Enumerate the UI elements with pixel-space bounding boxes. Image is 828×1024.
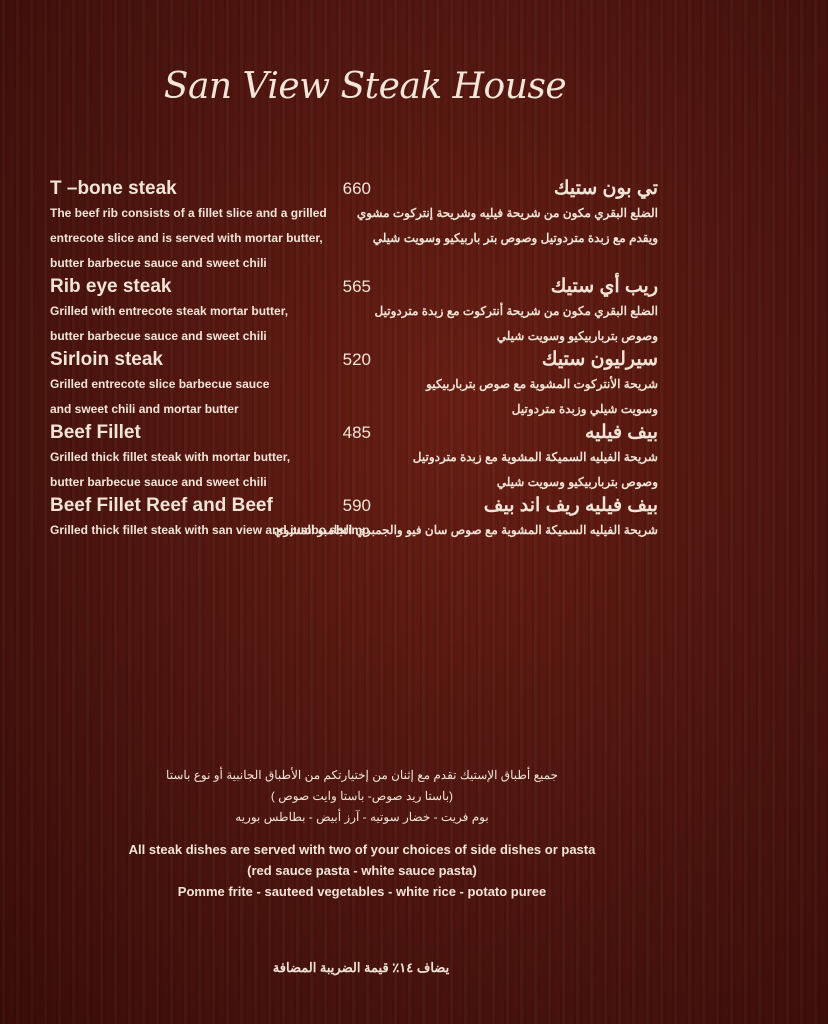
item-name-ar: ريب أي ستيك — [550, 276, 658, 297]
note-en-line: Pomme frite - sauteed vegetables - white rice - potato puree — [177, 884, 547, 899]
item-description-line — [50, 226, 658, 251]
item-description-line — [50, 445, 658, 470]
item-description-line — [50, 201, 658, 226]
item-desc-en: entrecote slice and is served with mortar butter, — [50, 231, 323, 245]
item-header — [50, 421, 658, 445]
item-name-ar: سيرليون ستيك — [541, 349, 658, 370]
item-price: 520 — [342, 350, 371, 369]
item-name-ar: بيف فيليه — [585, 422, 658, 443]
item-description-line — [50, 372, 658, 397]
item-header — [50, 177, 658, 201]
sides-note-arabic — [0, 765, 724, 828]
item-desc-en: Grilled thick fillet steak with mortar butter, — [50, 450, 291, 464]
item-price: 485 — [342, 423, 371, 442]
item-desc-en: Grilled thick fillet steak with san view and jumbo shrimp — [50, 523, 370, 537]
tax-note: يضاف ١٤٪ قيمة الضريبة المضافة — [272, 960, 450, 975]
item-price: 565 — [342, 277, 371, 296]
item-header — [50, 275, 658, 299]
item-desc-ar: وصوص بترباربيكيو وسويت شيلي — [496, 329, 658, 343]
item-header — [50, 494, 658, 518]
sides-note-english — [0, 839, 724, 902]
note-ar-line: جميع أطباق الإستيك تقدم مع إثنان من إختيارتكم من الأطباق الجانبية أو نوع باستا — [166, 768, 558, 782]
item-name-en: Sirloin steak — [50, 349, 163, 370]
item-price: 590 — [342, 496, 371, 515]
item-desc-en: Grilled with entrecote steak mortar butter, — [50, 304, 289, 318]
menu-item — [50, 494, 658, 543]
note-ar-line: بوم فريت - خضار سوتيه - آرز أبيض - بطاطس بوريه — [235, 810, 489, 824]
note-en-line: (red sauce pasta - white sauce pasta) — [247, 863, 477, 878]
item-price: 660 — [342, 179, 371, 198]
item-desc-en: butter barbecue sauce and sweet chili — [50, 256, 267, 270]
item-name-en: Rib eye steak — [50, 276, 172, 297]
item-name-en: Beef Fillet — [50, 422, 141, 443]
item-desc-ar: شريحة الأنتركوت المشوية مع صوص بترباربيكيو — [426, 377, 658, 391]
item-desc-ar: شريحة الفيليه السميكة المشوية مع صوص سان فيو والجمبري الجامبو المشوي — [274, 523, 658, 537]
menu-item — [50, 275, 658, 349]
item-desc-en: butter barbecue sauce and sweet chili — [50, 329, 267, 343]
note-en-line: All steak dishes are served with two of your choices of side dishes or pasta — [128, 842, 596, 857]
item-desc-en: and sweet chili and mortar butter — [50, 402, 239, 416]
item-desc-ar: ويقدم مع زبدة متردوتيل وصوص بتر باربيكيو وسويت شيلي — [372, 231, 658, 245]
item-desc-ar: شريحة الفيليه السميكة المشوية مع زبدة متردوتيل — [412, 450, 658, 464]
menu-item — [50, 177, 658, 276]
menu-item — [50, 348, 658, 422]
item-desc-ar: وسويت شيلي وزبدة متردوتيل — [511, 402, 658, 416]
item-desc-en: The beef rib consists of a fillet slice and a grilled — [50, 206, 327, 220]
item-desc-ar: الضلع البقري مكون من شريحة أنتركوت مع زبدة متردوتيل — [374, 304, 658, 318]
item-desc-ar: وصوص بترباربيكيو وسويت شيلي — [496, 475, 658, 489]
item-name-ar: تي بون ستيك — [553, 178, 658, 199]
item-description-line — [50, 324, 658, 349]
item-description-line — [50, 251, 658, 276]
item-description-line — [50, 299, 658, 324]
restaurant-title: San View Steak House — [163, 66, 567, 107]
menu-item — [50, 421, 658, 495]
note-ar-line: (باستا ريد صوص- باستا وايت صوص ) — [270, 789, 454, 803]
item-desc-ar: الضلع البقري مكون من شريحة فيليه وشريحة إنتركوت مشوي — [356, 206, 658, 220]
item-desc-en: Grilled entrecote slice barbecue sauce — [50, 377, 270, 391]
item-name-ar: بيف فيليه ريف اند بيف — [483, 495, 658, 516]
item-desc-en: butter barbecue sauce and sweet chili — [50, 475, 267, 489]
item-description-line — [50, 470, 658, 495]
item-header — [50, 348, 658, 372]
item-name-en: Beef Fillet Reef and Beef — [50, 495, 273, 516]
item-name-en: T –bone steak — [50, 178, 177, 199]
item-description-line — [50, 397, 658, 422]
item-description-line — [50, 518, 658, 543]
